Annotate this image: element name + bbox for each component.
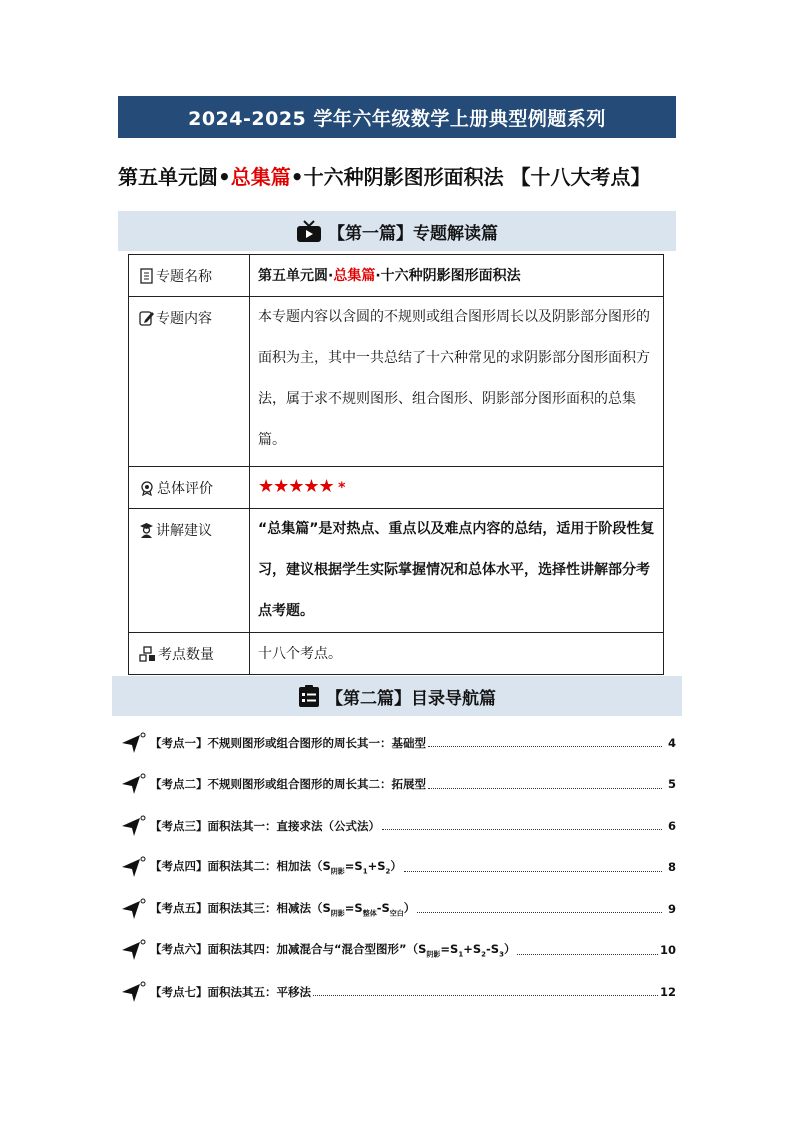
edit-note-icon bbox=[139, 310, 154, 330]
award-icon bbox=[139, 480, 155, 500]
rating-stars: ★★★★★ bbox=[258, 476, 334, 497]
table-row bbox=[129, 297, 664, 467]
page-number: 4 bbox=[667, 735, 676, 750]
table-of-contents bbox=[120, 722, 676, 1013]
page-number: 9 bbox=[667, 901, 676, 916]
list-icon bbox=[298, 684, 320, 708]
navigation-arrow-icon bbox=[120, 772, 146, 796]
bookmark-icon bbox=[139, 268, 154, 288]
navigation-arrow-icon bbox=[120, 980, 146, 1004]
row-label: 考点数量 bbox=[129, 633, 250, 675]
series-banner bbox=[118, 96, 676, 138]
table-row bbox=[129, 633, 664, 675]
page-title: 第五单元圆• 总集篇 •十六种阴影图形面积法 【十八大考点】 bbox=[118, 164, 651, 189]
navigation-arrow-icon bbox=[120, 731, 146, 755]
navigation-arrow-icon bbox=[120, 855, 146, 879]
table-row bbox=[129, 509, 664, 633]
navigation-arrow-icon bbox=[120, 897, 146, 921]
row-label: 总体评价 bbox=[129, 467, 250, 509]
tv-icon bbox=[296, 219, 322, 243]
row-label: 专题名称 bbox=[129, 255, 250, 297]
row-value: 第五单元圆·总集篇·十六种阴影图形面积法 bbox=[250, 255, 664, 297]
navigation-arrow-icon bbox=[120, 814, 146, 838]
topic-info-table bbox=[128, 254, 664, 675]
toc-item[interactable]: 【考点七】面积法其五：平移法 12 bbox=[120, 971, 676, 1013]
page-number: 6 bbox=[667, 818, 676, 833]
table-row bbox=[129, 255, 664, 297]
rating-value: ★★★★★ * bbox=[250, 467, 664, 509]
blocks-icon bbox=[139, 646, 156, 666]
page-number: 8 bbox=[667, 860, 676, 875]
toc-item[interactable]: 【考点三】面积法其一：直接求法（公式法） 6 bbox=[120, 805, 676, 847]
row-label: 专题内容 bbox=[129, 297, 250, 467]
page-number: 10 bbox=[660, 943, 677, 958]
toc-item[interactable]: 【考点一】不规则图形或组合图形的周长其一：基础型 4 bbox=[120, 722, 676, 764]
row-value: “总集篇”是对热点、重点以及难点内容的总结，适用于阶段性复习，建议根据学生实际掌握情况和总体水平，选择性讲解部分考点考题。 bbox=[250, 509, 664, 633]
banner-text: 2024-2025 学年六年级数学上册典型例题系列 bbox=[188, 107, 606, 130]
toc-item[interactable]: 【考点四】面积法其二：相加法$(S_{阴影}=S_1+S_2)$ 8 bbox=[120, 847, 676, 889]
section-one-heading: 【第一篇】专题解读篇 bbox=[118, 211, 676, 251]
page-number: 12 bbox=[660, 984, 677, 999]
row-label: 讲解建议 bbox=[129, 509, 250, 633]
toc-item[interactable]: 【考点六】面积法其四：加减混合与“混合型图形$”(S_{阴影}=S_1+S_2-S_3)$ 10 bbox=[120, 930, 676, 972]
table-row bbox=[129, 467, 664, 509]
teacher-icon bbox=[139, 522, 154, 542]
navigation-arrow-icon bbox=[120, 938, 146, 962]
row-value: 十八个考点。 bbox=[250, 633, 664, 675]
page-number: 5 bbox=[667, 777, 676, 792]
section-two-heading: 【第二篇】目录导航篇 bbox=[112, 676, 682, 716]
toc-item[interactable]: 【考点二】不规则图形或组合图形的周长其二：拓展型 5 bbox=[120, 764, 676, 806]
toc-item[interactable]: 【考点五】面积法其三：相减法$(S_{阴影}=S_{整体}-S_{空白})$ 9 bbox=[120, 888, 676, 930]
row-value: 本专题内容以含圆的不规则或组合图形周长以及阴影部分图形的面积为主，其中一共总结了十六种常见的求阴影部分图形面积方法，属于求不规则图形、组合图形、阴影部分图形面积的总集篇。 bbox=[250, 297, 664, 467]
